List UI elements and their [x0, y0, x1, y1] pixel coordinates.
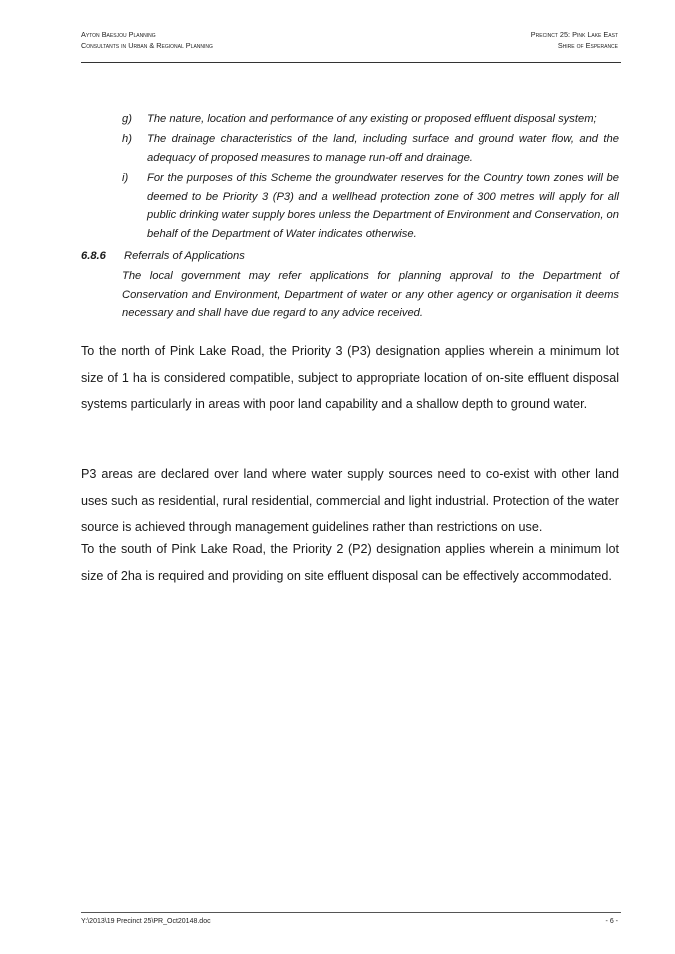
list-item-text: The drainage characteristics of the land, including surface and ground water flow, and the adequacy of proposed measures to manage run-off and drainage.	[147, 133, 619, 164]
list-item-i	[122, 169, 619, 244]
footer-divider	[81, 912, 621, 913]
header-company-tagline: Consultants in Urban & Regional Planning	[81, 41, 213, 50]
header-document-title: Precinct 25: Pink Lake East	[530, 30, 618, 39]
header-shire-name: Shire of Esperance	[557, 41, 618, 50]
list-item-label: i)	[122, 172, 129, 184]
paragraph-p3-areas: P3 areas are declared over land where water supply sources need to co-exist with other land uses such as residential, rural residential, commercial and light industrial. Protection of the water source is achieved through management guidelines rather than restrictions on use.	[81, 467, 619, 534]
section-heading	[81, 247, 245, 265]
header-company-name: Ayton Baesjou Planning	[81, 30, 156, 39]
header-right	[531, 29, 618, 51]
header-left	[81, 29, 213, 51]
list-item-label: g)	[122, 113, 132, 125]
header-divider	[81, 62, 621, 63]
list-item-text: For the purposes of this Scheme the groundwater reserves for the Country town zones will be deemed to be Priority 3 (P3) and a wellhead protection zone of 300 metres will apply for all public drinking water supply bores unless the Department of Environment and Conservation, on behalf of the Department of Water indicates otherwise.	[147, 172, 619, 241]
list-item-g	[122, 110, 619, 129]
paragraph-south: To the south of Pink Lake Road, the Priority 2 (P2) designation applies wherein a minimum lot size of 2ha is required and providing on site effluent disposal can be effectively accommodated.	[81, 542, 619, 583]
section-title: Referrals of Applications	[124, 250, 245, 262]
footer-page-number: - 6 -	[605, 918, 618, 925]
list-item-text: The nature, location and performance of any existing or proposed effluent disposal system;	[147, 113, 597, 125]
section-number: 6.8.6	[81, 250, 106, 262]
list-item-h	[122, 130, 619, 167]
section-body: The local government may refer applications for planning approval to the Department of Conservation and Environment, Department of water or any other agency or organisation it deems necessary and shall have due regard to any advice received.	[122, 270, 619, 320]
footer-file-path: Y:\2013\19 Precinct 25\PR_Oct20148.doc	[81, 918, 211, 925]
paragraph-north: To the north of Pink Lake Road, the Priority 3 (P3) designation applies wherein a minimum lot size of 1 ha is considered compatible, subject to appropriate location of on-site effluent disposal systems particularly in areas with poor land capability and a shallow depth to ground water.	[81, 344, 619, 411]
list-item-label: h)	[122, 133, 132, 145]
